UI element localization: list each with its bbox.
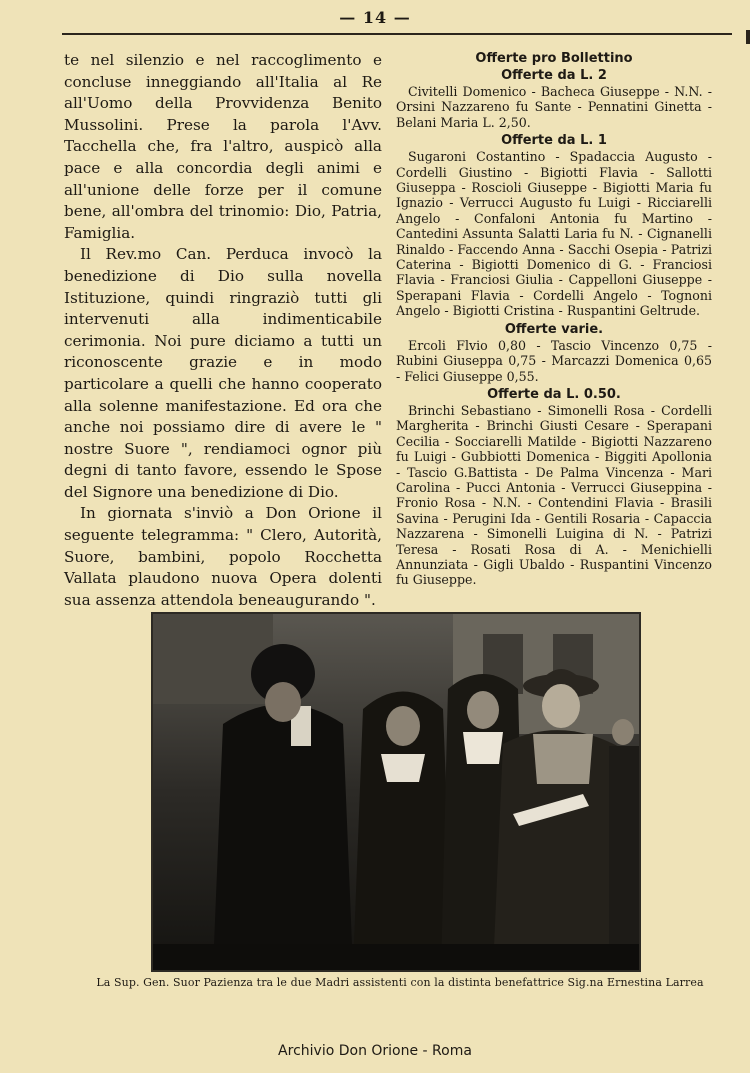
page-number: — 14 — bbox=[339, 8, 411, 27]
archive-footer: Archivio Don Orione - Roma bbox=[278, 1043, 472, 1059]
offerings-section-title: Offerte da L. 1 bbox=[501, 133, 607, 149]
article-paragraph-1: te nel silenzio e nel raccoglimento e conclusе inneggiando all'Italia al Re all'Uomo della Provvidenza Benito Mussolini. Prese la parola l'Avv. Tacchella che, fra l'altro, auspicò alla pace e alla concordia degli animi e all'unione delle forze per il comune bene, all'ombra del trinomio: Dio, Patria, Famiglia. bbox=[64, 51, 382, 242]
page-edge-mark bbox=[746, 30, 750, 44]
article-column bbox=[64, 50, 382, 633]
photograph bbox=[151, 612, 641, 972]
offerings-section-title: Offerte da L. 2 bbox=[501, 68, 607, 83]
offerings-section-title: Offerte da L. 0.50. bbox=[487, 386, 621, 402]
offerings-section-text: Sugaroni Costantino - Spadaccia Augusto - Cordelli Giustino - Bigiotti Flavia - Sallotti Giuseppa - Roscioli Giuseppe - Bigiotti Maria fu Ignazio - Verrucci Augusto fu Luigi - Ricciarelli Angelo - Confaloni Antonia fu Martino - Cantedini Assunta Salatti Laria fu N. - Cignanelli Rinaldo - Faccendo Anna - Sacchi Osepia - Patrizi Caterina - Bigiotti Domenico di G. - Franciosi Flavia - Franciosi Giulia - Cappelloni Giuseppe - Sperapani Flavia - Cordelli Angelo - Tognoni Angelo - Bigiotti Cristina - Ruspantini Geltrude. bbox=[396, 149, 712, 319]
photograph-image bbox=[153, 614, 639, 970]
header-rule bbox=[62, 33, 732, 35]
offerings-main-heading: Offerte pro Bollettino bbox=[475, 51, 633, 66]
article-paragraph-3: In giornata s'inviò a Don Orione il seguente telegramma: " Clero, Autorità, Suore, bambini, popolo Rocchetta Vallata plaudono nuova Opera dolenti sua assenza attendola beneaugurando ". bbox=[64, 504, 382, 609]
offerings-section-text: Ercoli Flvio 0,80 - Tascio Vincenzo 0,75 - Rubini Giuseppa 0,75 - Marcazzi Domenica 0,65 - Felici Giuseppe 0,55. bbox=[396, 337, 712, 384]
offerings-section-text: Brinchi Sebastiano - Simonelli Rosa - Cordelli Margherita - Brinchi Giusti Cesare - Sperapani Cecilia - Socciarelli Matilde - Bigiotti Nazzareno fu Luigi - Gubbiotti Domenica - Biggiti Apollonia - Tascio G.Battista - De Palma Vincenza - Mari Carolina - Pucci Antonia - Verrucci Giuseppina - Fronio Rosa - N.N. - Contendini Flavia - Brasili Savina - Perugini Ida - Gentili Rosaria - Capaccia Nazzarena - Simonelli Luigina di N. - Patrizi Teresa - Rosati Rosa di A. - Menichielli Annunziata - Gigli Ubaldo - Ruspantini Vincenzo fu Giuseppe. bbox=[396, 402, 712, 588]
offerings-section-text: Civitelli Domenico - Bacheca Giuseppe - N.N. - Orsini Nazzareno fu Sante - Pennatini Ginetta - Belani Maria L. 2,50. bbox=[396, 84, 712, 130]
photo-caption: La Sup. Gen. Suor Pazienza tra le due Madri assistenti con la distinta benefattrice Sig.na Ernestina Larrea bbox=[96, 976, 704, 989]
offerings-section-title: Offerte varie. bbox=[504, 321, 604, 337]
offerings-column bbox=[396, 50, 712, 590]
article-paragraph-2: Il Rev.mo Can. Perduca invocò la benedizione di Dio sulla novella Istituzione, quindi ringraziò tutti gli intervenuti alla indimenticabile cerimonia. Noi pure diciamo a tutti un riconoscente grazie e in modo particolare a quelli che hanno cooperato alla solenne manifestazione. Ed ora che anche noi possiamo dire di avere le " nostre Suore ", rendiamoci ognor più degni di tanto favore, essendo le Spose del Signore una benedizione di Dio. bbox=[64, 245, 382, 501]
